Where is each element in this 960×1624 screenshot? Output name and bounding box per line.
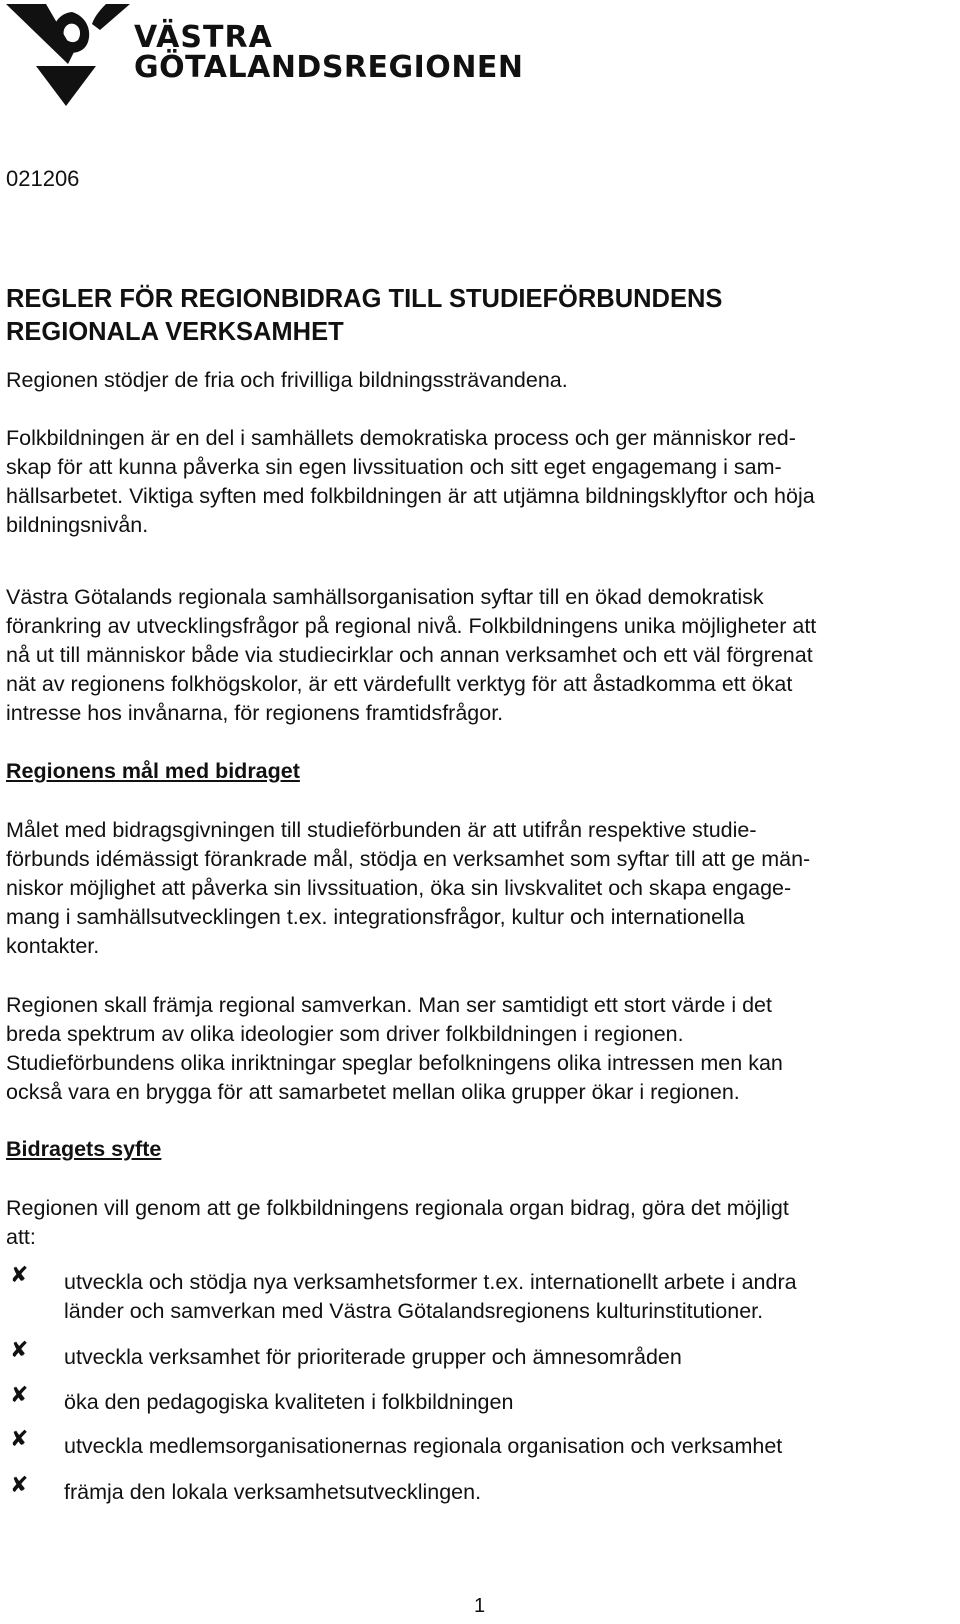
paragraph-3 (6, 816, 810, 961)
paragraph-line: nät av regionens folkhögskolor, är ett värdefullt verktyg för att åstadkomma ett ökat (6, 672, 793, 696)
paragraph-line: skap för att kunna påverka sin egen livssituation och sitt eget engagemang i sam- (6, 455, 782, 479)
bullet-line: utveckla och stödja nya verksamhetsformer t.ex. internationellt arbete i andra (64, 1270, 797, 1294)
bullet-item-5: främja den lokala verksamhetsutvecklingen. (64, 1480, 482, 1504)
paragraph-line: också vara en brygga för att samarbetet mellan olika grupper ökar i regionen. (6, 1080, 740, 1104)
paragraph-line: nå ut till människor både via studiecirklar och annan verksamhet och ett väl förgrenat (6, 643, 813, 667)
logo-text-line2: GÖTALANDSREGIONEN (134, 50, 524, 85)
paragraph-line: Västra Götalands regionala samhällsorganisation syftar till en ökad demokratisk (6, 585, 764, 609)
paragraph-line: bildningsnivån. (6, 513, 149, 537)
bullet-x-icon: ✘ (10, 1382, 29, 1407)
bullet-x-icon: ✘ (10, 1472, 29, 1497)
document-date: 021206 (6, 166, 80, 191)
bullet-item-4: utveckla medlemsorganisationernas regionala organisation och verksamhet (64, 1434, 783, 1458)
paragraph-line: Regionen vill genom att ge folkbildningens regionala organ bidrag, göra det möjligt (6, 1196, 789, 1220)
page-number: 1 (474, 1595, 486, 1617)
section-heading-purpose: Bidragets syfte (6, 1137, 162, 1161)
title-line-2: REGIONALA VERKSAMHET (6, 318, 344, 346)
bullet-item-2: utveckla verksamhet för prioriterade grupper och ämnesområden (64, 1345, 682, 1369)
intro-paragraph: Regionen stödjer de fria och frivilliga bildningssträvandena. (6, 368, 568, 392)
paragraph-line: niskor möjlighet att påverka sin livssituation, öka sin livskvalitet och skapa engage- (6, 876, 792, 900)
paragraph-line: mang i samhällsutvecklingen t.ex. integrationsfrågor, kultur och internationella (6, 905, 745, 929)
section-heading-goal: Regionens mål med bidraget (6, 759, 300, 783)
paragraph-2 (6, 583, 816, 728)
bullet-x-icon: ✘ (10, 1262, 29, 1287)
title-line-1: REGLER FÖR REGIONBIDRAG TILL STUDIEFÖRBUNDENS (6, 285, 723, 313)
paragraph-5 (6, 1194, 789, 1252)
paragraph-line: hällsarbetet. Viktiga syften med folkbildningen är att utjämna bildningsklyftor och höja (6, 484, 815, 508)
logo-emblem-icon (2, 2, 132, 110)
paragraph-line: intresse hos invånarna, för regionens framtidsfrågor. (6, 701, 504, 725)
paragraph-line: Regionen skall främja regional samverkan. Man ser samtidigt ett stort värde i det (6, 993, 772, 1017)
paragraph-line: att: (6, 1225, 36, 1249)
paragraph-line: förbunds idémässigt förankrade mål, stödja en verksamhet som syftar till att ge män- (6, 847, 811, 871)
paragraph-line: breda spektrum av olika ideologier som driver folkbildningen i regionen. (6, 1022, 684, 1046)
logo-text-line1: VÄSTRA (134, 20, 273, 55)
bullet-x-icon: ✘ (10, 1337, 29, 1362)
paragraph-4 (6, 991, 783, 1107)
paragraph-line: Målet med bidragsgivningen till studieförbunden är att utifrån respektive studie- (6, 818, 757, 842)
bullet-item-3: öka den pedagogiska kvaliteten i folkbildningen (64, 1390, 514, 1414)
bullet-line: länder och samverkan med Västra Götalandsregionens kulturinstitutioner. (64, 1299, 764, 1323)
paragraph-line: Studieförbundens olika inriktningar speglar befolkningens olika intressen men kan (6, 1051, 783, 1075)
bullet-x-icon: ✘ (10, 1426, 29, 1451)
document-title (6, 283, 722, 349)
bullet-item-1 (64, 1268, 797, 1326)
paragraph-line: förankring av utvecklingsfrågor på regional nivå. Folkbildningens unika möjligheter att (6, 614, 817, 638)
paragraph-line: Folkbildningen är en del i samhällets demokratiska process och ger människor red- (6, 426, 796, 450)
paragraph-1 (6, 424, 815, 540)
vastra-gotalandsregionen-logo (2, 2, 542, 110)
paragraph-line: kontakter. (6, 934, 100, 958)
